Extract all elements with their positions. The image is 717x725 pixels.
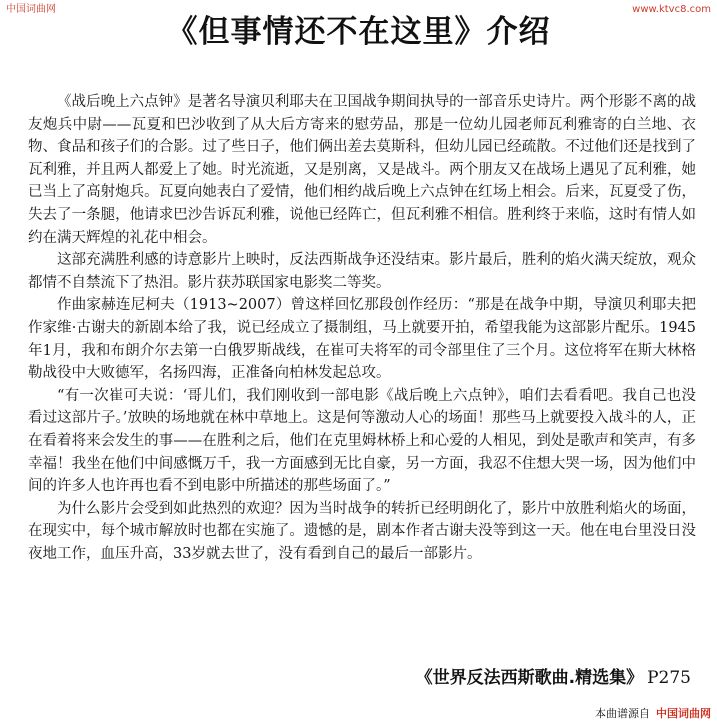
page-title: 《但事情还不在这里》介绍 [166,14,551,50]
footer-prefix: 本曲谱源自 [595,707,650,720]
paragraph-film-synopsis: 《战后晚上六点钟》是著名导演贝利耶夫在卫国战争期间执导的一部音乐史诗片。两个形影不离的战友炮兵中尉——瓦夏和巴沙收到了从大后方寄来的慰劳品，那是一位幼儿园老师瓦利雅寄的白兰地、衣物、食品和孩子们的合影。过了些日子，他们俩出差去莫斯科，但幼儿园已经疏散。不过他们还是找到了瓦利雅，并且两人都爱上了她。时光流逝，又是别离，又是战斗。两个朋友又在战场上遇见了瓦利雅，她已当上了高射炮兵。瓦夏向她表白了爱情，他们相约战后晚上六点钟在红场上相会。后来，瓦夏受了伤，失去了一条腿，他请求巴沙告诉瓦利雅，说他已经阵亡，但瓦利雅不相信。胜利终于来临，这时有情人如约在满天辉煌的礼花中相会。 [28,94,696,246]
article-body [28,91,696,565]
site-watermark-top-left: 中国词曲网 [6,4,56,15]
source-book-title: 《世界反法西斯歌曲.精选集》 [415,668,644,688]
source-page-number: P275 [647,668,691,688]
paragraph-composer-recollection: 作曲家赫连尼柯夫（1913~2007）曾这样回忆那段创作经历：“那是在战争中期，导演贝利耶夫把作家维·古谢夫的新剧本给了我，说已经成立了摄制组，马上就要开拍，希望我能为这部影片配乐。1945年1月，我和布朗介尔去第一白俄罗斯战线，在崔可夫将军的司令部里住了三个月。这位将军在斯大林格勒战役中大败德军，名扬四海，正准备向柏林发起总攻。 [28,297,696,382]
paragraph-film-release: 这部充满胜利感的诗意影片上映时，反法西斯战争还没结束。影片最后，胜利的焰火满天绽放，观众都情不自禁流下了热泪。影片获苏联国家电影奖二等奖。 [28,252,696,291]
footer-site-brand[interactable]: 中国词曲网 [656,707,711,720]
paragraph-reception: 为什么影片会受到如此热烈的欢迎？因为当时战争的转折已经明朗化了，影片中放胜利焰火的场面，在现实中，每个城市解放时也都在实施了。遗憾的是，剧本作者古谢夫没等到这一天。他在电台里没日没夜地工作，血压升高，33岁就去世了，没有看到自己的最后一部影片。 [28,500,696,562]
paragraph-screening-quote: “有一次崔可夫说：‘哥儿们，我们刚收到一部电影《战后晚上六点钟》，咱们去看看吧。我自己也没看过这部片子。’放映的场地就在林中草地上。这是何等激动人心的场面！那些马上就要投入战斗的人，正在看着将来会发生的事——在胜利之后，他们在克里姆林桥上和心爱的人相见，到处是歌声和笑声，有多幸福！我坐在他们中间感慨万千，我一方面感到无比自豪，另一方面，我忍不住想大哭一场，因为他们中间的许多人也许再也看不到电影中所描述的那些场面了。” [28,387,696,495]
source-citation [416,667,691,689]
footer-attribution [595,707,711,720]
site-url-watermark-top-right: www.ktvc8.com [632,4,711,15]
